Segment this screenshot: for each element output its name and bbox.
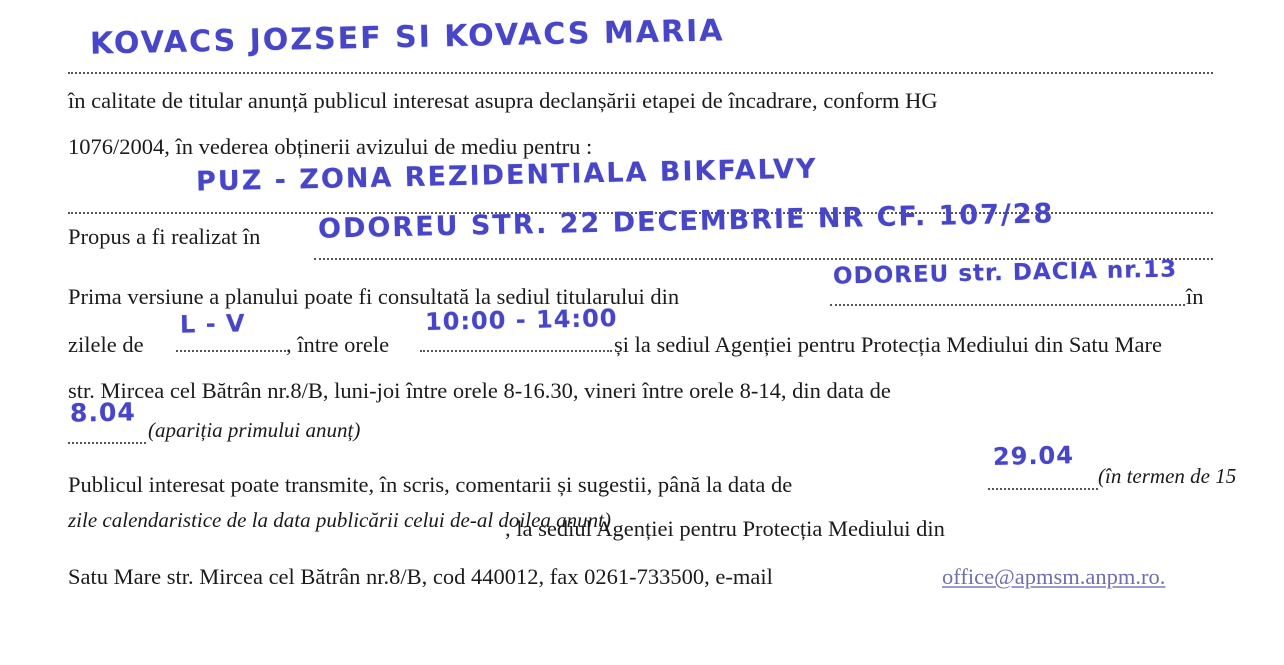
dotted-rule-8	[988, 488, 1098, 490]
paragraph-line-12	[68, 554, 1213, 600]
field-titular-name-row	[68, 14, 1213, 78]
line-10-text: Publicul interesat poate transmite, în scris, comentarii și sugestii, până la data de	[68, 472, 793, 497]
line-6-text: Prima versiune a planului poate fi consultată la sediul titularului din	[68, 284, 680, 309]
field-days-hours-row	[68, 303, 1213, 368]
first-announcement-note: (apariția primului anunț)	[148, 418, 361, 442]
line-2-text: în calitate de titular anunță publicul interesat asupra declanșării etapei de încadrare, conform HG	[68, 88, 938, 113]
dotted-rule-7	[68, 442, 146, 444]
paragraph-line-8	[68, 368, 1213, 414]
field-deadline-row	[68, 441, 1237, 508]
handwritten-titular-name: KOVACS JOZSEF SI KOVACS MARIA	[89, 13, 725, 62]
line-3-text: 1076/2004, în vederea obținerii avizului de mediu pentru :	[68, 134, 593, 159]
handwritten-days: L - V	[179, 309, 246, 339]
hours-label: , între orele	[286, 332, 390, 357]
dotted-rule-4	[830, 304, 1185, 306]
dotted-rule-1	[68, 72, 1213, 74]
dotted-rule-6	[420, 350, 612, 352]
line-6-end-text: în	[1186, 284, 1204, 309]
line-7-rest-text: și la sediul Agenției pentru Protecția Mediului din Satu Mare	[614, 332, 1163, 357]
handwritten-consult-address: ODOREU str. DACIA nr.13	[832, 256, 1178, 290]
days-label: zilele de	[68, 332, 144, 357]
paragraph-line-11	[68, 508, 1213, 554]
handwritten-plan-name: PUZ - ZONA REZIDENTIALA BIKFALVY	[195, 153, 818, 198]
handwritten-location: ODOREU STR. 22 DECEMBRIE NR CF. 107/28	[317, 198, 1055, 245]
line-12-text: Satu Mare str. Mircea cel Bătrân nr.8/B, cod 440012, fax 0261-733500, e-mail	[68, 564, 773, 589]
line-11-rest: , la sediul Agenției pentru Protecția Mediului din	[505, 516, 945, 541]
handwritten-hours: 10:00 - 14:00	[424, 303, 618, 337]
line-11-note: zile calendaristice de la data publicării celui de-al doilea anunț)	[68, 508, 611, 532]
dotted-rule-5	[176, 350, 286, 352]
contact-email[interactable]: office@apmsm.anpm.ro.	[942, 564, 1166, 589]
line-8-text: str. Mircea cel Bătrân nr.8/B, luni-joi între orele 8-16.30, vineri între orele 8-14, din data de	[68, 378, 891, 403]
paragraph-line-2	[68, 78, 1213, 124]
document-body	[68, 13, 1237, 600]
handwritten-deadline-date: 29.04	[992, 441, 1075, 471]
deadline-note: (în termen de 15	[1098, 464, 1237, 488]
handwritten-first-announcement-date: 8.04	[69, 397, 136, 428]
location-label: Propus a fi realizat în	[68, 224, 261, 249]
